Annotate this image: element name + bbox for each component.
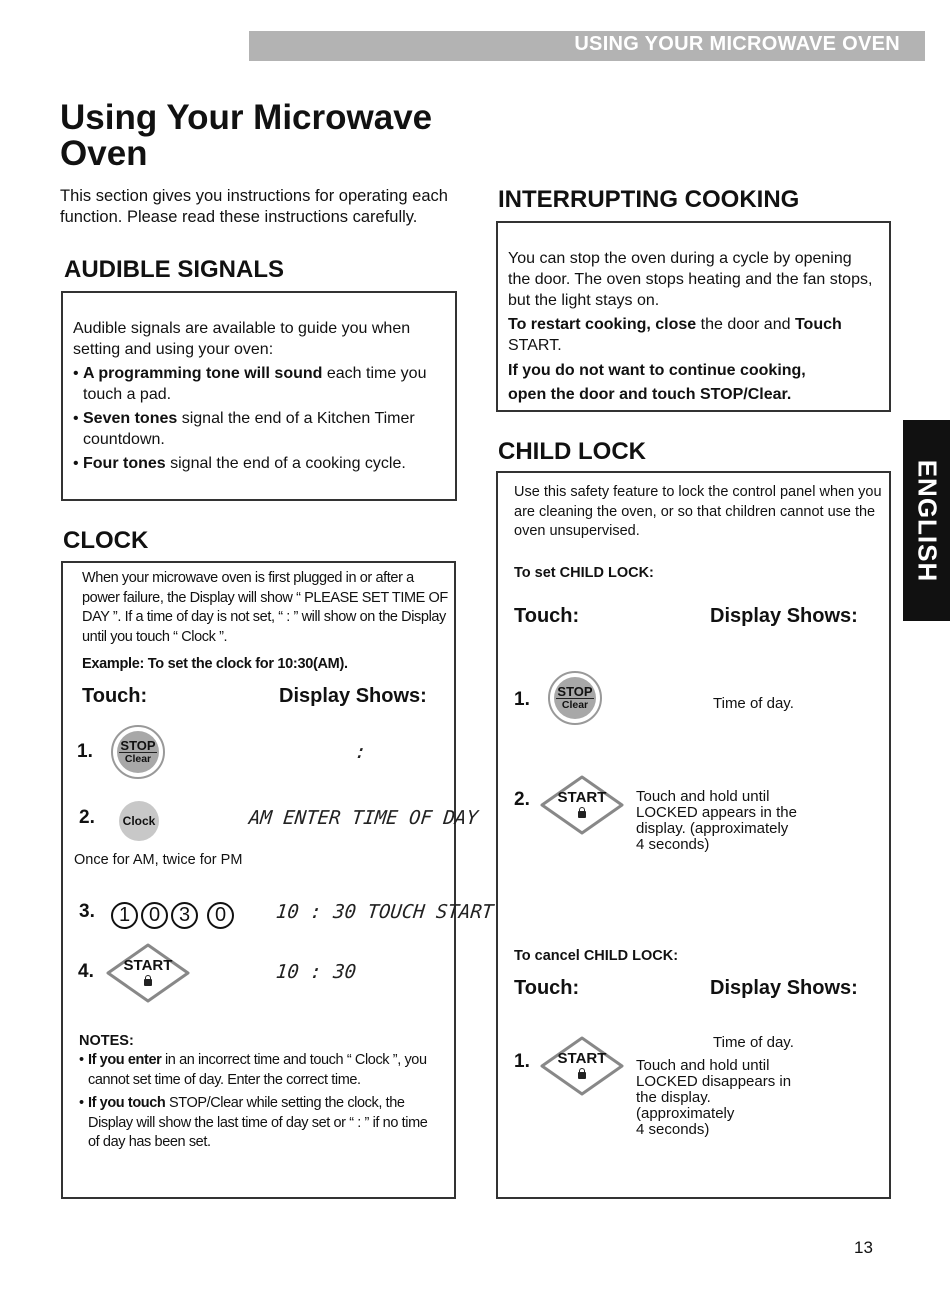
clock-display-step2: AM ENTER TIME OF DAY bbox=[247, 807, 479, 829]
clock-display-step4: 10 : 30 bbox=[274, 961, 358, 983]
clear-label: Clear bbox=[561, 699, 589, 711]
lock-icon bbox=[578, 1072, 586, 1079]
audible-item-bold: Seven tones bbox=[83, 410, 178, 427]
childlock-set-title: To set CHILD LOCK: bbox=[514, 565, 654, 581]
restart-bold-touch: Touch bbox=[794, 316, 842, 333]
note-text: STOP/Clear while setting the clock, the Display will show the last time of day set or “ : ” if no time of day has been set. bbox=[88, 1095, 428, 1150]
note-bold: If you touch bbox=[88, 1095, 166, 1111]
clock-box bbox=[61, 561, 495, 1199]
audible-list bbox=[73, 363, 448, 474]
notes-title: NOTES: bbox=[79, 1033, 134, 1049]
page-title: Using Your Microwave Oven bbox=[60, 98, 433, 173]
clock-touch-label: Touch: bbox=[82, 685, 148, 707]
clock-step-number: 1. bbox=[77, 741, 93, 762]
start-label: START bbox=[123, 957, 173, 974]
childlock-display-time: Time of day. bbox=[713, 695, 794, 712]
page-number: 13 bbox=[854, 1238, 873, 1257]
childlock-step-number: 1. bbox=[514, 1051, 530, 1072]
childlock-step-number: 1. bbox=[514, 689, 530, 710]
number-pad-group bbox=[111, 902, 234, 929]
notes-list bbox=[79, 1051, 441, 1153]
list-item: • A programming tone will sound each time you touch a pad. bbox=[73, 365, 427, 403]
clock-step-number: 3. bbox=[79, 901, 95, 922]
stop-note-line: open the door and touch STOP/Clear. bbox=[508, 386, 792, 403]
childlock-cancel-time: Time of day. bbox=[713, 1034, 794, 1051]
list-item: • If you enter in an incorrect time and touch “ Clock ”, you cannot set time of day. Enter the correct time. bbox=[79, 1052, 427, 1088]
start-label: START bbox=[557, 1050, 607, 1067]
restart-text: the door and bbox=[696, 316, 795, 333]
lock-icon bbox=[144, 979, 152, 986]
note-text: in an incorrect time and touch “ Clock ”, you cannot set time of day. Enter the correct time. bbox=[88, 1052, 427, 1088]
childlock-cancel-title: To cancel CHILD LOCK: bbox=[514, 948, 679, 964]
start-button bbox=[106, 943, 190, 1003]
list-item: • Four tones signal the end of a cooking cycle. bbox=[73, 455, 406, 472]
header-bar bbox=[249, 31, 925, 61]
childlock-display-label: Display Shows: bbox=[710, 605, 858, 627]
clock-step-number: 4. bbox=[78, 961, 94, 982]
clock-description: When your microwave oven is first plugged in or after a power failure, the Display will show “ PLEASE SET TIME OF DAY ”. If a time of day is not set, “ : ” will show on the Display until you touch “ Clock ”. bbox=[82, 570, 448, 645]
stop-clear-button bbox=[548, 671, 602, 725]
childlock-touch-label: Touch: bbox=[514, 605, 580, 627]
list-item: • Seven tones signal the end of a Kitchen Timer countdown. bbox=[73, 410, 415, 448]
childlock-unlock-instruction: Touch and hold until LOCKED disappears in the display. (approximately 4 seconds) bbox=[636, 1057, 792, 1138]
language-tab-label: ENGLISH bbox=[912, 459, 942, 582]
clock-display-step3: 10 : 30 TOUCH START bbox=[274, 901, 495, 923]
clock-display-step1: : bbox=[353, 741, 368, 763]
stop-clear-button bbox=[111, 725, 165, 779]
clock-display-label: Display Shows: bbox=[279, 685, 427, 707]
restart-bold: To restart cooking, close bbox=[508, 316, 697, 333]
list-item: • If you touch STOP/Clear while setting the clock, the Display will show the last time of day set or “ : ” if no time of day has been set. bbox=[79, 1095, 428, 1150]
childlock-step-number: 2. bbox=[514, 789, 530, 810]
start-label: START bbox=[557, 789, 607, 806]
stop-note-line: If you do not want to continue cooking, bbox=[508, 362, 806, 379]
clock-button: Clock bbox=[119, 801, 159, 841]
digit-key: 3 bbox=[171, 902, 198, 929]
stop-label: STOP bbox=[557, 684, 593, 699]
clock-heading: CLOCK bbox=[63, 527, 149, 554]
interrupt-heading: INTERRUPTING COOKING bbox=[498, 186, 800, 213]
interrupt-stop-note bbox=[508, 359, 878, 407]
childlock-description: Use this safety feature to lock the control panel when you are cleaning the oven, or so that children cannot use the oven unsupervised. bbox=[514, 484, 882, 539]
childlock-cancel-display-label: Display Shows: bbox=[710, 977, 858, 999]
interrupt-box bbox=[496, 221, 891, 412]
start-button bbox=[540, 1036, 624, 1096]
audible-item-text: signal the end of a cooking cycle. bbox=[165, 455, 406, 472]
audible-item-bold: A programming tone will sound bbox=[83, 365, 323, 382]
childlock-lock-instruction: Touch and hold until LOCKED appears in the display. (approximately 4 seconds) bbox=[636, 788, 797, 853]
start-button bbox=[540, 775, 624, 835]
childlock-box bbox=[496, 471, 891, 1199]
digit-key: 1 bbox=[111, 902, 138, 929]
digit-key: 0 bbox=[207, 902, 234, 929]
digit-key: 0 bbox=[141, 902, 168, 929]
clear-label: Clear bbox=[124, 753, 152, 765]
stop-label: STOP bbox=[120, 738, 156, 753]
note-bold: If you enter bbox=[88, 1052, 162, 1068]
lock-icon bbox=[578, 811, 586, 818]
header-title: USING YOUR MICROWAVE OVEN bbox=[574, 33, 900, 55]
audible-heading: AUDIBLE SIGNALS bbox=[64, 256, 285, 283]
clock-step-number: 2. bbox=[79, 807, 95, 828]
am-pm-note: Once for AM, twice for PM bbox=[74, 852, 243, 868]
intro-text: This section gives you instructions for operating each function. Please read these instructions carefully. bbox=[60, 187, 448, 226]
interrupt-restart bbox=[508, 314, 878, 356]
audible-item-text: signal the end of a Kitchen Timer countdown. bbox=[83, 410, 415, 448]
audible-box bbox=[61, 291, 457, 501]
childlock-heading: CHILD LOCK bbox=[498, 438, 646, 465]
audible-item-bold: Four tones bbox=[83, 455, 166, 472]
childlock-cancel-touch-label: Touch: bbox=[514, 977, 580, 999]
interrupt-paragraph: You can stop the oven during a cycle by opening the door. The oven stops heating and the fan stops, but the light stays on. bbox=[508, 250, 873, 309]
audible-lead: Audible signals are available to guide you when setting and using your oven: bbox=[73, 320, 411, 358]
language-tab bbox=[903, 420, 950, 621]
restart-end: START. bbox=[508, 337, 562, 354]
audible-item-text: each time you touch a pad. bbox=[83, 365, 427, 403]
clock-example: Example: To set the clock for 10:30(AM). bbox=[82, 656, 348, 672]
